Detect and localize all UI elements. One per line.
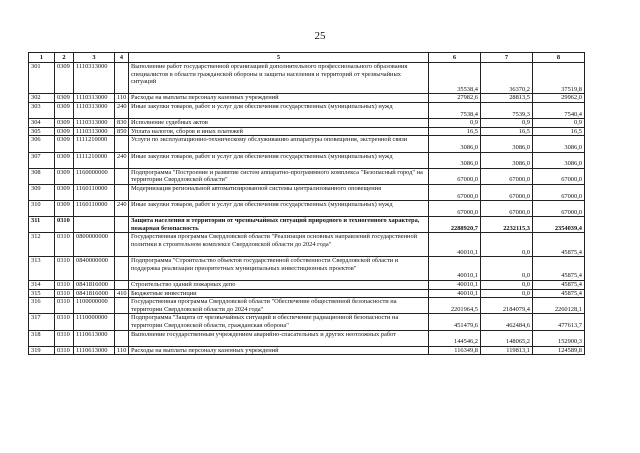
row-number: 309 [29, 184, 55, 200]
expense-type-code [115, 63, 129, 94]
expense-type-code: 110 [115, 94, 129, 103]
amount-col6: 116349,8 [429, 346, 481, 355]
table-row [29, 102, 585, 118]
expense-type-code [115, 184, 129, 200]
amount-col7: 148065,2 [481, 330, 533, 346]
section-code: 0309 [55, 184, 74, 200]
target-article-code: 1110613000 [74, 346, 115, 355]
section-code: 0309 [55, 152, 74, 168]
col-header-6: 6 [429, 53, 481, 63]
amount-col7: 7539,3 [481, 102, 533, 118]
amount-col8: 45875,4 [533, 289, 585, 298]
row-number: 313 [29, 257, 55, 281]
table-row [29, 201, 585, 217]
row-number: 318 [29, 330, 55, 346]
section-code: 0310 [55, 257, 74, 281]
amount-col7: 16,5 [481, 127, 533, 136]
expense-type-code: 110 [115, 346, 129, 355]
section-code: 0309 [55, 102, 74, 118]
expense-type-code [115, 314, 129, 330]
amount-col8: 67000,0 [533, 184, 585, 200]
table-header [29, 53, 585, 63]
amount-col7: 0,0 [481, 257, 533, 281]
row-number: 312 [29, 233, 55, 257]
amount-col6: 40010,1 [429, 289, 481, 298]
item-name: Услуги по эксплуатационно-техническому обслуживанию аппаратуры оповещения, экстренной связи [129, 136, 429, 152]
table-row [29, 217, 585, 233]
table-row [29, 346, 585, 355]
amount-col6: 67000,0 [429, 201, 481, 217]
row-number: 315 [29, 289, 55, 298]
row-number: 319 [29, 346, 55, 355]
table-row [29, 298, 585, 314]
expense-type-code: 240 [115, 102, 129, 118]
amount-col6: 67000,0 [429, 168, 481, 184]
row-number: 301 [29, 63, 55, 94]
amount-col6: 35538,4 [429, 63, 481, 94]
section-code: 0310 [55, 281, 74, 290]
item-name: Иные закупки товаров, работ и услуг для обеспечения государственных (муниципальных) нужд [129, 201, 429, 217]
section-code: 0310 [55, 217, 74, 233]
row-number: 317 [29, 314, 55, 330]
amount-col7: 67000,0 [481, 168, 533, 184]
item-name: Расходы на выплаты персоналу казенных учреждений [129, 346, 429, 355]
amount-col8: 3086,0 [533, 136, 585, 152]
amount-col6: 3086,0 [429, 136, 481, 152]
amount-col8: 67000,0 [533, 201, 585, 217]
target-article-code: 1111210000 [74, 152, 115, 168]
table-row [29, 63, 585, 94]
item-name: Государственная программа Свердловской области "Обеспечение общественной безопасности на территории Свердловской области до 2024 года" [129, 298, 429, 314]
expense-type-code: 410 [115, 289, 129, 298]
expense-type-code: 240 [115, 201, 129, 217]
row-number: 310 [29, 201, 55, 217]
amount-col7: 3086,0 [481, 152, 533, 168]
amount-col6: 40010,1 [429, 281, 481, 290]
target-article-code: 1160110000 [74, 184, 115, 200]
section-code: 0309 [55, 94, 74, 103]
target-article-code: 1111210000 [74, 136, 115, 152]
amount-col6: 16,5 [429, 127, 481, 136]
amount-col7: 36370,2 [481, 63, 533, 94]
table-row [29, 257, 585, 281]
expense-type-code: 850 [115, 127, 129, 136]
amount-col6: 144546,2 [429, 330, 481, 346]
section-code: 0310 [55, 233, 74, 257]
amount-col6: 40010,1 [429, 257, 481, 281]
table-row [29, 94, 585, 103]
item-name: Иные закупки товаров, работ и услуг для обеспечения государственных (муниципальных) нужд [129, 152, 429, 168]
target-article-code: 1110000000 [74, 314, 115, 330]
amount-col7: 0,0 [481, 289, 533, 298]
row-number: 307 [29, 152, 55, 168]
expense-type-code [115, 330, 129, 346]
table-row [29, 119, 585, 128]
expense-type-code [115, 233, 129, 257]
target-article-code: 1110313000 [74, 102, 115, 118]
page-number: 25 [314, 30, 326, 42]
row-number: 303 [29, 102, 55, 118]
col-header-3: 3 [74, 53, 115, 63]
table-row [29, 289, 585, 298]
amount-col8: 2354039,4 [533, 217, 585, 233]
table-row [29, 184, 585, 200]
amount-col8: 45875,4 [533, 233, 585, 257]
amount-col7: 2184079,4 [481, 298, 533, 314]
amount-col8: 45875,4 [533, 281, 585, 290]
section-code: 0309 [55, 119, 74, 128]
amount-col7: 67000,0 [481, 201, 533, 217]
expense-type-code [115, 298, 129, 314]
item-name: Подпрограмма "Строительство объектов государственной собственности Свердловской области и поддержка реализации приоритетных муниципальных инвестиционных проектов" [129, 257, 429, 281]
target-article-code: 1110313000 [74, 94, 115, 103]
item-name: Бюджетные инвестиции [129, 289, 429, 298]
expense-type-code [115, 257, 129, 281]
amount-col8: 45875,4 [533, 257, 585, 281]
item-name: Защита населения и территории от чрезвычайных ситуаций природного и техногенного характера, пожарная безопасность [129, 217, 429, 233]
amount-col6: 451479,6 [429, 314, 481, 330]
amount-col8: 152900,3 [533, 330, 585, 346]
amount-col8: 3086,0 [533, 152, 585, 168]
target-article-code: 1160000000 [74, 168, 115, 184]
target-article-code: 0841816000 [74, 281, 115, 290]
amount-col6: 2201964,5 [429, 298, 481, 314]
section-code: 0310 [55, 346, 74, 355]
expense-type-code [115, 217, 129, 233]
amount-col6: 40010,1 [429, 233, 481, 257]
amount-col7: 67000,0 [481, 184, 533, 200]
item-name: Уплата налогов, сборов и иных платежей [129, 127, 429, 136]
target-article-code [74, 217, 115, 233]
row-number: 311 [29, 217, 55, 233]
amount-col8: 124589,8 [533, 346, 585, 355]
target-article-code: 0841816000 [74, 289, 115, 298]
target-article-code: 1160110000 [74, 201, 115, 217]
target-article-code: 0840000000 [74, 257, 115, 281]
section-code: 0310 [55, 298, 74, 314]
target-article-code: 1110313000 [74, 127, 115, 136]
col-header-1: 1 [29, 53, 55, 63]
target-article-code: 1110313000 [74, 119, 115, 128]
item-name: Подпрограмма "Построение и развитие систем аппаратно-программного комплекса "Безопасный город" на территории Свердловской области" [129, 168, 429, 184]
col-header-5: 5 [129, 53, 429, 63]
table-row [29, 233, 585, 257]
expense-type-code: 240 [115, 152, 129, 168]
row-number: 305 [29, 127, 55, 136]
amount-col6: 0,9 [429, 119, 481, 128]
table-row [29, 314, 585, 330]
expense-type-code: 830 [115, 119, 129, 128]
amount-col7: 0,0 [481, 233, 533, 257]
table-row [29, 168, 585, 184]
amount-col8: 16,5 [533, 127, 585, 136]
section-code: 0309 [55, 127, 74, 136]
target-article-code: 1110613000 [74, 330, 115, 346]
section-code: 0310 [55, 314, 74, 330]
table-row [29, 152, 585, 168]
amount-col8: 477613,7 [533, 314, 585, 330]
target-article-code: 0800000000 [74, 233, 115, 257]
target-article-code: 1100000000 [74, 298, 115, 314]
amount-col8: 0,9 [533, 119, 585, 128]
section-code: 0309 [55, 63, 74, 94]
col-header-8: 8 [533, 53, 585, 63]
expense-type-code [115, 136, 129, 152]
item-name: Строительство зданий пожарных депо [129, 281, 429, 290]
amount-col6: 2288920,7 [429, 217, 481, 233]
table-row [29, 127, 585, 136]
section-code: 0310 [55, 330, 74, 346]
section-code: 0309 [55, 136, 74, 152]
expense-type-code [115, 281, 129, 290]
item-name: Государственная программа Свердловской области "Реализация основных направлений государственной политики в строительном комплексе Свердловской области до 2024 года" [129, 233, 429, 257]
col-header-2: 2 [55, 53, 74, 63]
amount-col6: 7538,4 [429, 102, 481, 118]
amount-col8: 67000,0 [533, 168, 585, 184]
row-number: 316 [29, 298, 55, 314]
item-name: Выполнение государственным учреждением аварийно-спасательных и других неотложных работ [129, 330, 429, 346]
table-body [29, 63, 585, 355]
row-number: 308 [29, 168, 55, 184]
amount-col6: 3086,0 [429, 152, 481, 168]
item-name: Расходы на выплаты персоналу казенных учреждений [129, 94, 429, 103]
table-row [29, 330, 585, 346]
section-code: 0310 [55, 289, 74, 298]
row-number: 306 [29, 136, 55, 152]
target-article-code: 1110313000 [74, 63, 115, 94]
section-code: 0309 [55, 201, 74, 217]
amount-col6: 67000,0 [429, 184, 481, 200]
amount-col8: 37519,8 [533, 63, 585, 94]
amount-col7: 0,9 [481, 119, 533, 128]
row-number: 302 [29, 94, 55, 103]
row-number: 304 [29, 119, 55, 128]
item-name: Подпрограмма "Защита от чрезвычайных ситуаций и обеспечение радиационной безопасности на территории Свердловской области, гражданская оборона" [129, 314, 429, 330]
amount-col6: 27982,6 [429, 94, 481, 103]
amount-col8: 2260128,1 [533, 298, 585, 314]
amount-col7: 3086,0 [481, 136, 533, 152]
amount-col8: 7540,4 [533, 102, 585, 118]
table-row [29, 281, 585, 290]
item-name: Выполнение работ государственной организацией дополнительного профессионального образования специалистов в области гражданской обороны и защиты населения и территорий от чрезвычайных ситуаций [129, 63, 429, 94]
item-name: Исполнение судебных актов [129, 119, 429, 128]
col-header-4: 4 [115, 53, 129, 63]
amount-col7: 2232115,3 [481, 217, 533, 233]
item-name: Модернизация региональной автоматизированной системы централизованного оповещения [129, 184, 429, 200]
amount-col7: 28813,5 [481, 94, 533, 103]
budget-table [28, 52, 585, 355]
amount-col7: 462484,6 [481, 314, 533, 330]
amount-col7: 119813,1 [481, 346, 533, 355]
amount-col7: 0,0 [481, 281, 533, 290]
amount-col8: 29962,0 [533, 94, 585, 103]
expense-type-code [115, 168, 129, 184]
row-number: 314 [29, 281, 55, 290]
section-code: 0309 [55, 168, 74, 184]
col-header-7: 7 [481, 53, 533, 63]
item-name: Иные закупки товаров, работ и услуг для обеспечения государственных (муниципальных) нужд [129, 102, 429, 118]
table-row [29, 136, 585, 152]
